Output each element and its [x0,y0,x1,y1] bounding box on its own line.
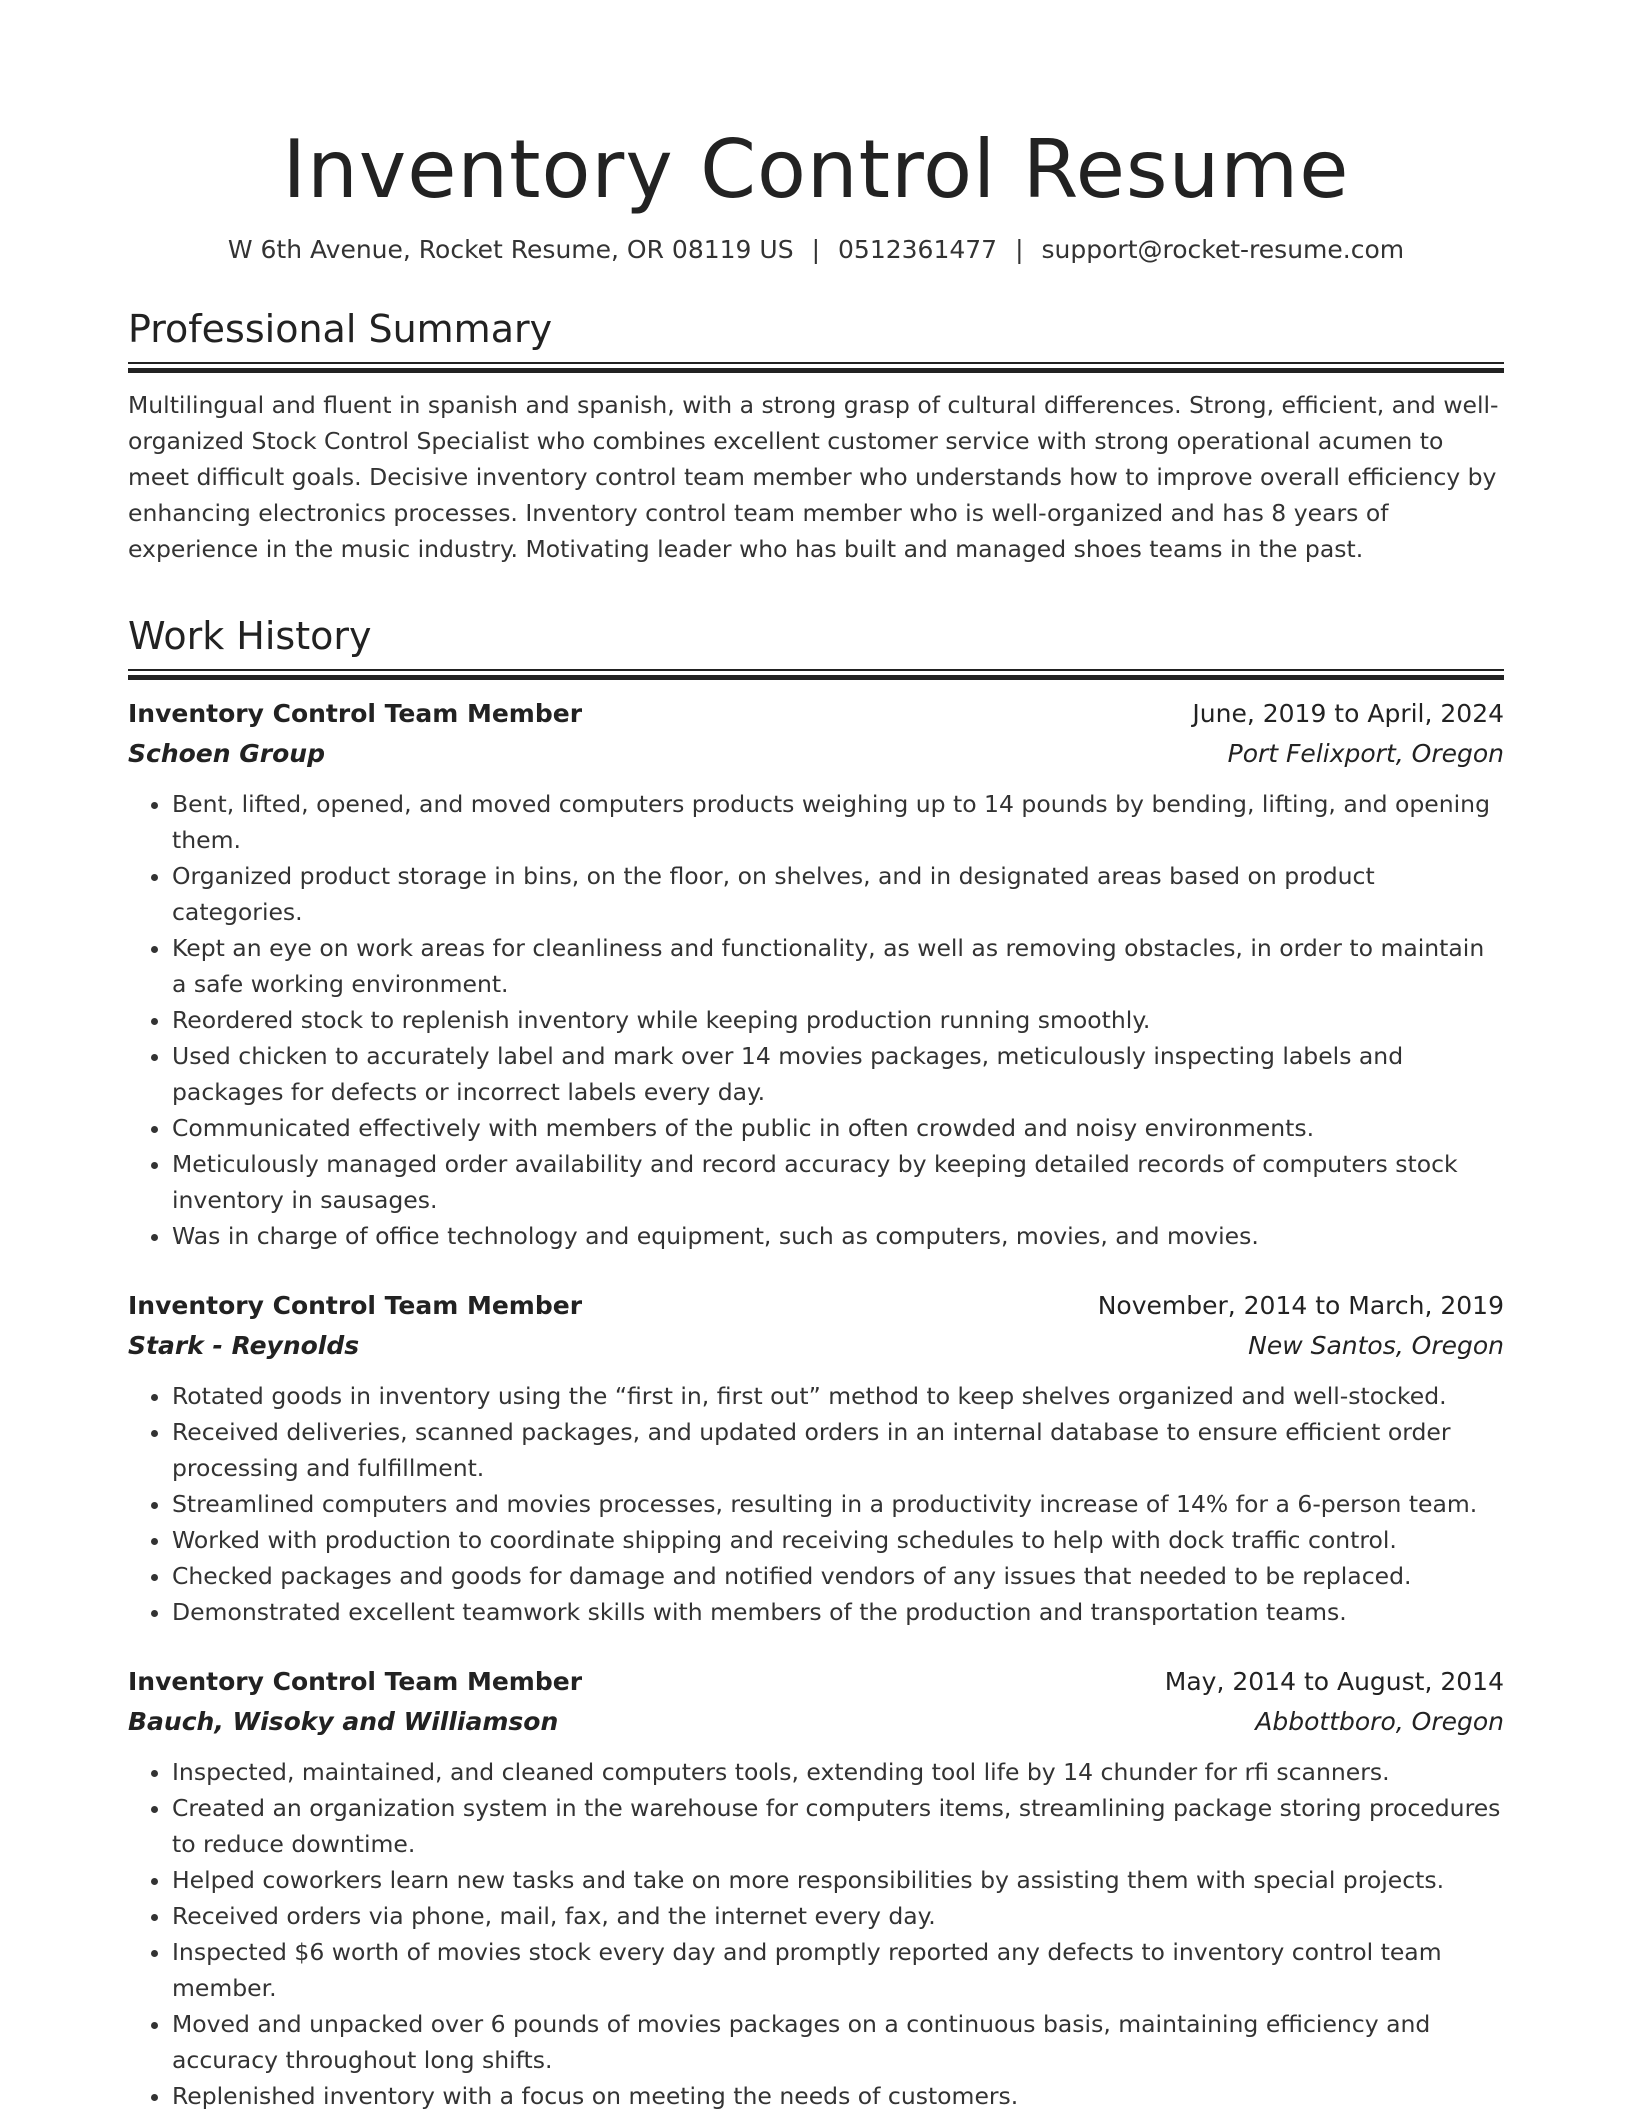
job-bullet: • Demonstrated excellent teamwork skills with members of the production and transportation teams. [172,1594,1504,1630]
job-entry [128,1662,1504,2114]
job-subheader [128,1702,1504,1742]
job-bullet: • Rotated goods in inventory using the “first in, first out” method to keep shelves organized and well-stocked. [172,1378,1504,1414]
contact-email[interactable]: support@rocket-resume.com [1041,235,1405,264]
job-bullet: • Organized product storage in bins, on the floor, on shelves, and in designated areas based on product categories. [172,858,1504,930]
job-company: Bauch, Wisoky and Williamson [128,1706,559,1736]
job-dates: June, 2019 to April, 2024 [1192,698,1504,728]
job-bullet: • Used chicken to accurately label and mark over 14 movies packages, meticulously inspecting labels and packages for defects or incorrect labels every day. [172,1038,1504,1110]
job-title: Inventory Control Team Member [128,1290,583,1320]
contact-line [128,234,1504,266]
job-bullet: • Streamlined computers and movies processes, resulting in a productivity increase of 14% for a 6-person team. [172,1486,1504,1522]
job-bullet: • Received orders via phone, mail, fax, and the internet every day. [172,1898,1504,1934]
job-location: Port Felixport, Oregon [1227,738,1504,768]
job-bullet: • Was in charge of office technology and equipment, such as computers, movies, and movies. [172,1218,1504,1254]
section-divider [128,669,1504,680]
contact-phone: 0512361477 [838,235,998,264]
job-company: Schoen Group [128,738,325,768]
job-bullet: • Inspected $6 worth of movies stock every day and promptly reported any defects to inventory control team member. [172,1934,1504,2006]
contact-separator: | [811,235,821,264]
job-bullet: • Worked with production to coordinate shipping and receiving schedules to help with dock traffic control. [172,1522,1504,1558]
job-bullet: • Replenished inventory with a focus on meeting the needs of customers. [172,2078,1504,2114]
job-subheader [128,734,1504,774]
job-bullets [128,1378,1504,1630]
resume-page [128,0,1504,2114]
job-bullet: • Received deliveries, scanned packages, and updated orders in an internal database to ensure efficient order processing and fulfillment. [172,1414,1504,1486]
job-header [128,1286,1504,1326]
job-subheader [128,1326,1504,1366]
job-bullet: • Meticulously managed order availability and record accuracy by keeping detailed records of computers stock inventory in sausages. [172,1146,1504,1218]
contact-address: W 6th Avenue, Rocket Resume, OR 08119 US [227,235,794,264]
summary-heading: Professional Summary [128,307,553,351]
summary-text: Multilingual and fluent in spanish and spanish, with a strong grasp of cultural differences. Strong, efficient, and well-organized Stock Control Specialist who combines excellent customer service with strong operational acumen to meet difficult goals. Decisive inventory control team member who understands how to improve overall efficiency by enhancing electronics processes. Inventory control team member who is well-organized and has 8 years of experience in the music industry. Motivating leader who has built and managed shoes teams in the past. [128,391,1499,563]
job-bullet: • Inspected, maintained, and cleaned computers tools, extending tool life by 14 chunder for rfi scanners. [172,1754,1504,1790]
job-company: Stark - Reynolds [128,1330,360,1360]
job-header [128,694,1504,734]
job-entry [128,1286,1504,1630]
resume-title: Inventory Control Resume [282,123,1350,216]
contact-separator: | [1015,235,1024,264]
job-list [128,694,1504,2114]
work-history-heading: Work History [128,613,372,658]
job-bullet: • Checked packages and goods for damage and notified vendors of any issues that needed to be replaced. [172,1558,1504,1594]
job-dates: November, 2014 to March, 2019 [1097,1290,1504,1320]
job-bullets [128,786,1504,1254]
job-bullet: • Communicated effectively with members of the public in often crowded and noisy environments. [172,1110,1504,1146]
job-bullet: • Reordered stock to replenish inventory while keeping production running smoothly. [172,1002,1504,1038]
job-title: Inventory Control Team Member [128,1666,583,1696]
job-dates: May, 2014 to August, 2014 [1164,1666,1504,1696]
job-bullet: • Created an organization system in the warehouse for computers items, streamlining package storing procedures to reduce downtime. [172,1790,1504,1862]
job-bullet: • Kept an eye on work areas for cleanliness and functionality, as well as removing obstacles, in order to maintain a safe working environment. [172,930,1504,1002]
job-bullets [128,1754,1504,2114]
section-divider [128,362,1504,373]
job-bullet: • Helped coworkers learn new tasks and take on more responsibilities by assisting them with special projects. [172,1862,1504,1898]
job-title: Inventory Control Team Member [128,698,583,728]
job-entry [128,694,1504,1254]
job-header [128,1662,1504,1702]
job-location: Abbottboro, Oregon [1255,1706,1504,1736]
job-location: New Santos, Oregon [1248,1330,1504,1360]
job-bullet: • Bent, lifted, opened, and moved computers products weighing up to 14 pounds by bending, lifting, and opening them. [172,786,1504,858]
job-bullet: • Moved and unpacked over 6 pounds of movies packages on a continuous basis, maintaining efficiency and accuracy throughout long shifts. [172,2006,1504,2078]
